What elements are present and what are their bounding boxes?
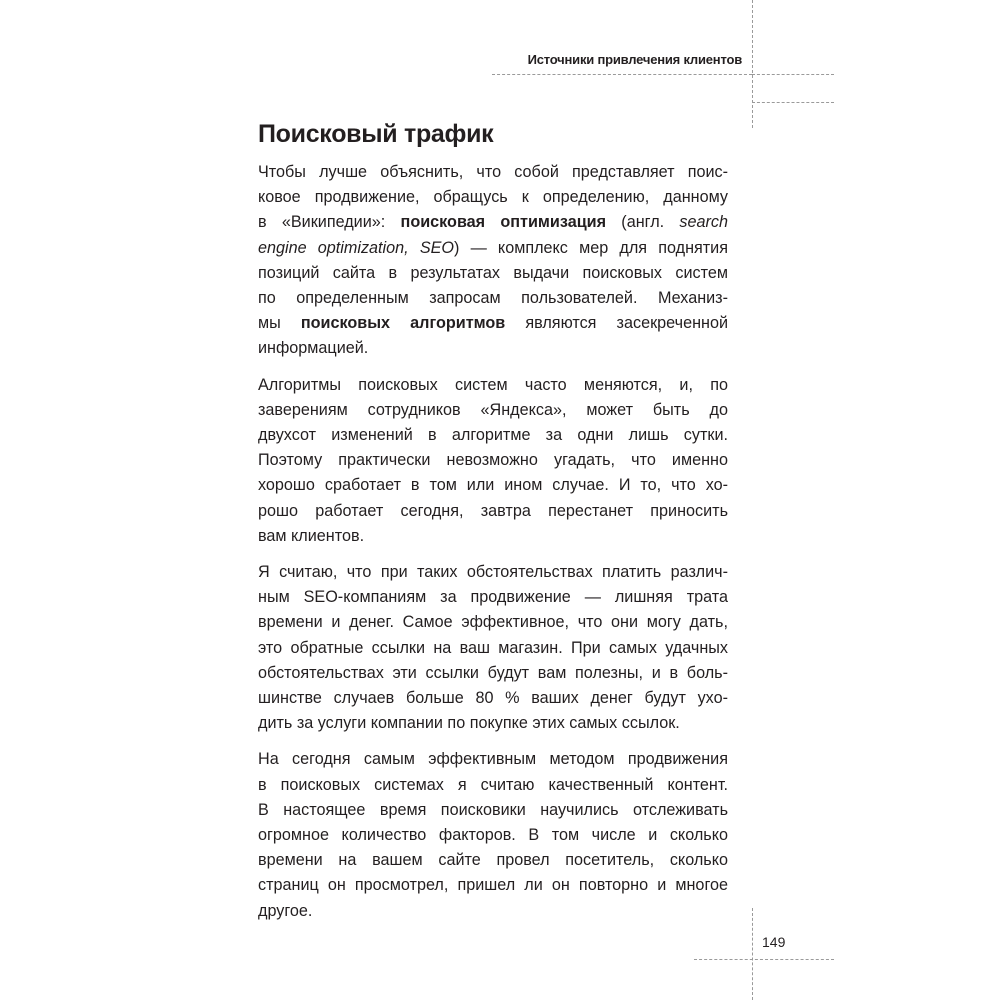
paragraph xyxy=(258,560,728,736)
text-run: в поисковых системах я считаю качественный контент. xyxy=(258,775,728,794)
text-line xyxy=(258,661,728,686)
text-line xyxy=(258,210,728,235)
text-line xyxy=(258,899,728,924)
text-run: ) — комплекс мер для поднятия xyxy=(454,238,728,257)
text-line xyxy=(258,798,728,823)
text-line xyxy=(258,873,728,898)
text-run: вам клиентов. xyxy=(258,526,365,545)
text-line xyxy=(258,336,728,361)
header-rule-lower xyxy=(752,102,834,103)
text-run: ковое продвижение, обращусь к определению, данному xyxy=(258,188,728,207)
text-run: мы xyxy=(258,314,301,333)
text-run: огромное количество факторов. В том числе и сколько xyxy=(258,826,728,845)
text-run: шинстве случаев больше 80 % ваших денег будут ухо- xyxy=(258,689,728,708)
text-run: Я считаю, что при таких обстоятельствах платить различ- xyxy=(258,563,728,582)
text-line xyxy=(258,823,728,848)
text-run: ным SEO-компаниям за продвижение — лишняя трата xyxy=(258,588,728,607)
bold-term: поисковых алгоритмов xyxy=(300,314,506,333)
text-line xyxy=(258,286,728,311)
text-line xyxy=(258,585,728,610)
text-run: Алгоритмы поисковых систем часто меняются, и, по xyxy=(258,375,728,394)
text-line xyxy=(258,311,728,336)
text-run: это обратные ссылки на ваш магазин. При самых удачных xyxy=(258,638,728,657)
text-run: На сегодня самым эффективным методом продвижения xyxy=(258,750,728,769)
text-run: другое. xyxy=(258,901,313,920)
text-run: хорошо сработает в том или ином случае. И то, что хо- xyxy=(258,476,728,495)
header-rule xyxy=(492,74,752,75)
text-line xyxy=(258,499,728,524)
text-run: в «Википедии»: xyxy=(258,213,401,232)
text-line xyxy=(258,711,728,736)
text-run: времени на вашем сайте провел посетитель, сколько xyxy=(258,851,728,870)
text-run: по определенным запросам пользователей. Механиз- xyxy=(258,289,728,308)
text-line xyxy=(258,261,728,286)
paragraph xyxy=(258,160,728,362)
text-line xyxy=(258,398,728,423)
text-run: двухсот изменений в алгоритме за одни лишь сутки. xyxy=(258,426,728,445)
text-run: являются засекреченной xyxy=(505,314,728,333)
text-line xyxy=(258,473,728,498)
text-line xyxy=(258,747,728,772)
text-line xyxy=(258,160,728,185)
text-run: (англ. xyxy=(606,213,680,232)
paragraph xyxy=(258,747,728,923)
page-number: 149 xyxy=(762,934,786,950)
text-line xyxy=(258,686,728,711)
text-line xyxy=(258,236,728,261)
text-run: информацией. xyxy=(258,339,369,358)
section-heading: Поисковый трафик xyxy=(258,120,494,148)
text-run: дить за услуги компании по покупке этих самых ссылок. xyxy=(258,714,680,733)
text-run: позиций сайта в результатах выдачи поисковых систем xyxy=(258,263,728,282)
text-line xyxy=(258,448,728,473)
text-line xyxy=(258,185,728,210)
italic-term: search xyxy=(679,213,728,232)
text-line xyxy=(258,773,728,798)
text-run: страниц он просмотрел, пришел ли он повторно и многое xyxy=(258,876,728,895)
text-line xyxy=(258,610,728,635)
italic-term: engine optimization, SEO xyxy=(258,238,455,257)
text-run: времени и денег. Самое эффективное, что они могу дать, xyxy=(258,613,728,632)
text-run: В настоящее время поисковики научились отслеживать xyxy=(258,800,728,819)
paragraph xyxy=(258,373,728,549)
top-trim-mark xyxy=(752,0,753,128)
bottom-trim-mark xyxy=(752,908,753,1000)
text-line xyxy=(258,373,728,398)
text-line xyxy=(258,636,728,661)
running-head: Источники привлечения клиентов xyxy=(527,52,742,67)
text-run: обстоятельствах эти ссылки будут вам полезны, и в боль- xyxy=(258,663,728,682)
text-line xyxy=(258,423,728,448)
text-run: заверениям сотрудников «Яндекса», может быть до xyxy=(258,400,728,419)
body-text xyxy=(258,160,728,935)
text-run: Чтобы лучше объяснить, что собой представляет поис- xyxy=(258,163,728,181)
text-run: Поэтому практически невозможно угадать, что именно xyxy=(258,451,728,470)
header-trim-mark xyxy=(752,74,834,75)
text-line xyxy=(258,848,728,873)
footer-rule xyxy=(694,959,834,960)
text-run: рошо работает сегодня, завтра перестанет приносить xyxy=(258,501,728,520)
text-line xyxy=(258,524,728,549)
bold-term: поисковая оптимизация xyxy=(400,213,607,232)
text-line xyxy=(258,560,728,585)
